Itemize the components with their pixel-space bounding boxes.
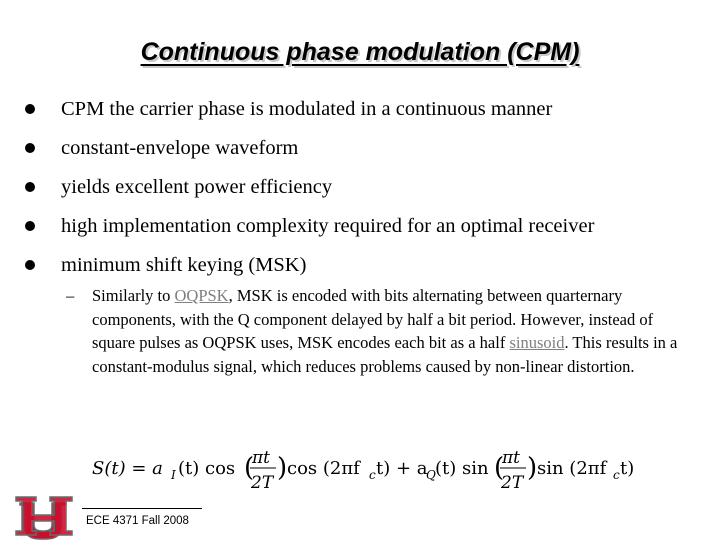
formula-cos-2: cos (2πf bbox=[287, 458, 360, 479]
bullet-text: high implementation complexity required for an optimal receiver bbox=[61, 215, 595, 237]
formula-sub-i: I bbox=[171, 468, 176, 482]
formula-end: t) bbox=[620, 458, 635, 479]
formula-cos-1: (t) cos bbox=[178, 458, 236, 479]
sub-bullet-text bbox=[92, 284, 688, 378]
msk-formula bbox=[92, 438, 652, 494]
bullet-text: constant-envelope waveform bbox=[61, 137, 299, 159]
formula-sub-c2: c bbox=[613, 468, 620, 482]
bullet-dot-icon bbox=[25, 104, 35, 114]
bullet-item bbox=[24, 168, 704, 207]
bullet-dot-icon bbox=[25, 182, 35, 192]
oqpsk-link[interactable]: OQPSK bbox=[174, 286, 229, 305]
sub-text-part3: . This results in a constant-modulus signal, which reduces problems caused by non-linear distortion. bbox=[92, 333, 678, 376]
bullet-dot-icon bbox=[25, 221, 35, 231]
bullet-text: minimum shift keying (MSK) bbox=[61, 254, 307, 276]
bullet-text: yields excellent power efficiency bbox=[61, 176, 333, 198]
formula-plus: t) + a bbox=[376, 458, 428, 479]
sub-bullet-dash: – bbox=[66, 286, 75, 305]
bullet-item bbox=[24, 90, 704, 129]
formula-paren: ) bbox=[277, 453, 288, 483]
bullet-item bbox=[24, 246, 704, 285]
formula-num-2: πt bbox=[502, 448, 521, 468]
bullet-item bbox=[24, 207, 704, 246]
formula-den-2: 2T bbox=[501, 473, 524, 493]
formula-sub-c1: c bbox=[369, 468, 376, 482]
bullet-list bbox=[24, 90, 704, 285]
sinusoid-link[interactable]: sinusoid bbox=[509, 333, 565, 352]
bullet-text: CPM the carrier phase is modulated in a continuous manner bbox=[61, 98, 553, 120]
sub-text-part1: Similarly to bbox=[92, 286, 175, 305]
bullet-item bbox=[24, 129, 704, 168]
bullet-dot-icon bbox=[25, 260, 35, 270]
formula-sin-1: (t) sin bbox=[435, 458, 489, 479]
formula-paren: ( bbox=[244, 453, 255, 483]
slide-title: Continuous phase modulation (CPM) bbox=[140, 38, 580, 66]
bullet-dot-icon bbox=[25, 143, 35, 153]
sub-text-part2: , MSK is encoded with bits alternating between quarternary components, with the Q component delayed by half a bit period. However, instead of square pulses as OQPSK uses, MSK encodes each bit as a half bbox=[92, 286, 654, 352]
formula-sin-2: sin (2πf bbox=[537, 458, 607, 479]
footer-divider bbox=[82, 508, 202, 509]
formula-den-1: 2T bbox=[251, 473, 274, 493]
formula-sub-q: Q bbox=[426, 468, 436, 482]
footer-text: ECE 4371 Fall 2008 bbox=[86, 515, 189, 527]
title-area bbox=[30, 34, 690, 74]
formula-lhs: S(t) = a bbox=[92, 458, 163, 479]
formula-num-1: πt bbox=[252, 448, 271, 468]
formula-paren: ) bbox=[527, 453, 538, 483]
formula-paren: ( bbox=[494, 453, 505, 483]
uh-logo-icon bbox=[14, 495, 76, 540]
